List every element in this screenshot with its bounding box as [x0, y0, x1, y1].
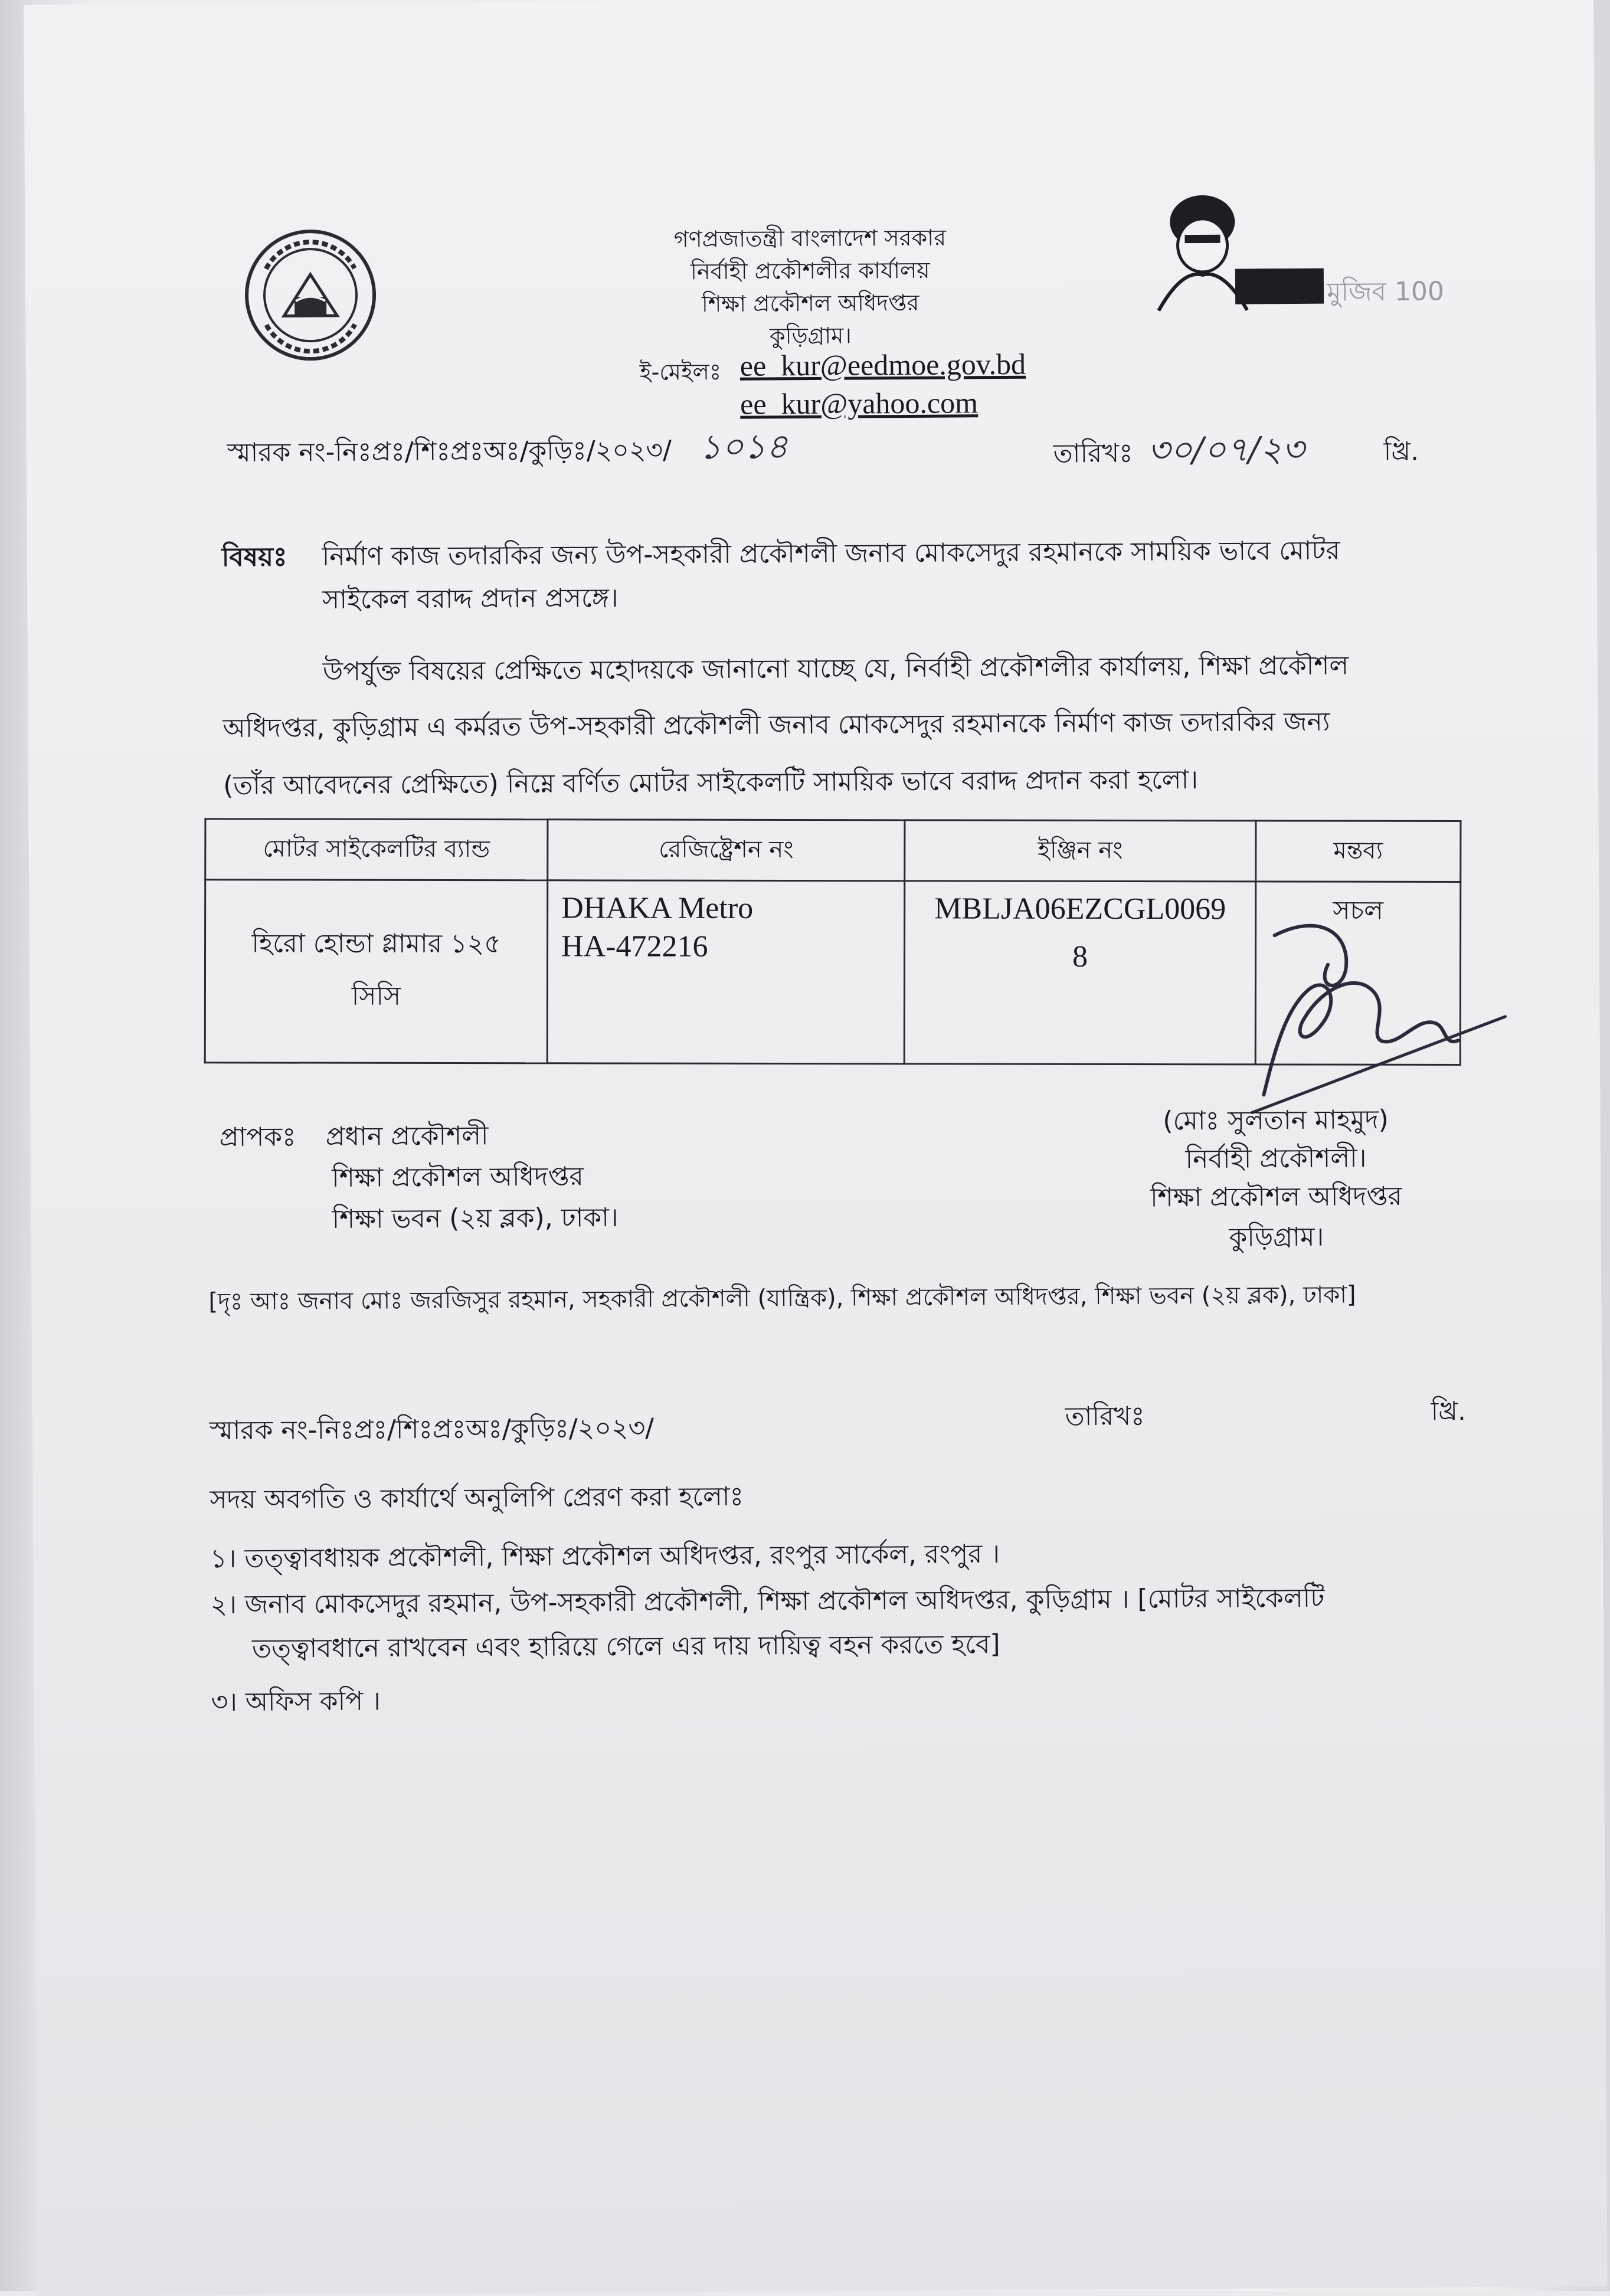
copy-item-1: ১। তত্ত্বাবধায়ক প্রকৌশলী, শিক্ষা প্রকৌশল অধিদপ্তর, রংপুর সার্কেল, রংপুর ।	[210, 1539, 1000, 1574]
email-label: ই-মেইলঃ	[639, 358, 722, 385]
table-header-brand: মোটর সাইকেলটির ব্যান্ড	[205, 819, 548, 880]
copy-memo-number: স্মারক নং-নিঃপ্রঃ/শিঃপ্রঃঅঃ/কুড়িঃ/২০২৩/	[209, 1413, 655, 1446]
cell-registration	[547, 880, 905, 1064]
subject-line-1: নির্মাণ কাজ তদারকির জন্য উপ-সহকারী প্রকৌশলী জনাব মোকসেদুর রহমানকে সাময়িক ভাবে মোটর	[322, 535, 1340, 572]
engine-line-2: 8	[1072, 939, 1088, 974]
body-line-1: উপর্যুক্ত বিষয়ের প্রেক্ষিতে মহোদয়কে জানানো যাচ্ছে যে, নির্বাহী প্রকৌশলীর কার্যালয়, শিক্ষা প্রকৌশল	[322, 650, 1349, 687]
recipient-line-3: শিক্ষা ভবন (২য় ব্লক), ঢাকা।	[332, 1203, 619, 1234]
signatory-department: শিক্ষা প্রকৌশল অধিদপ্তর	[1150, 1181, 1402, 1213]
cell-brand	[205, 880, 548, 1063]
copy-date-label: তারিখঃ	[1065, 1401, 1145, 1432]
copy-date-era: খ্রি.	[1431, 1396, 1467, 1427]
engine-line-1: MBLJA06EZCGL0069	[934, 892, 1226, 926]
date-era: খ্রি.	[1383, 436, 1419, 467]
cell-engine	[904, 881, 1256, 1065]
brand-line-1: হিরো হোন্ডা গ্লামার ১২৫	[251, 928, 501, 959]
signature-mark	[1239, 899, 1511, 1125]
header-department: শিক্ষা প্রকৌশল অধিদপ্তর	[701, 289, 919, 317]
remarks-value: সচল	[1333, 895, 1384, 926]
header-office: নির্বাহী প্রকৌশলীর কার্যালয়	[690, 257, 930, 285]
table-header-remarks: মন্তব্য	[1256, 821, 1461, 882]
body-line-2: অধিদপ্তর, কুড়িগ্রাম এ কর্মরত উপ-সহকারী প্রকৌশলী জনাব মোকসেদুর রহমানকে নির্মাণ কাজ তদারকির জন্য	[222, 706, 1330, 744]
signatory-title: নির্বাহী প্রকৌশলী।	[1185, 1143, 1367, 1175]
table-header-row	[205, 819, 1461, 882]
date-value-handwritten: ৩০/০৭/২৩	[1147, 428, 1305, 470]
registration-line-1: DHAKA Metro	[561, 891, 754, 925]
registration-line-2: HA-472216	[561, 929, 708, 964]
email-primary-link[interactable]: ee_kur@eedmoe.gov.bd	[739, 347, 1026, 382]
memo-number-handwritten: ১০১৪	[699, 426, 788, 467]
recipient-label: প্রাপকঃ	[219, 1122, 296, 1153]
header-city: কুড়িগ্রাম।	[769, 322, 852, 349]
copy-item-3: ৩। অফিস কপি ।	[211, 1686, 381, 1718]
table-header-engine: ইঞ্জিন নং	[905, 820, 1256, 882]
copy-item-2-continued: তত্ত্বাবধানে রাখবেন এবং হারিয়ে গেলে এর দায় দায়িত্ব বহন করতে হবে]	[251, 1629, 1000, 1664]
mujib-100-logo	[1146, 179, 1445, 316]
signatory-city: কুড়িগ্রাম।	[1229, 1221, 1324, 1253]
recipient-line-1: প্রধান প্রকৌশলী	[325, 1121, 489, 1152]
subject-line-2: সাইকেল বরাদ্দ প্রদান প্রসঙ্গে।	[322, 582, 619, 615]
date-label: তারিখঃ	[1053, 438, 1133, 469]
memo-number-prefix: স্মারক নং-নিঃপ্রঃ/শিঃপ্রঃঅঃ/কুড়িঃ/২০২৩/	[227, 435, 672, 469]
header-government: গণপ্রজাতন্ত্রী বাংলাদেশ সরকার	[673, 224, 947, 253]
department-seal-logo	[242, 227, 378, 363]
subject-label: বিষয়ঃ	[221, 542, 287, 573]
mujib-logo-text: মুজিব 100	[1326, 276, 1445, 307]
attention-note: [দৃঃ আঃ জনাব মোঃ জরজিসুর রহমান, সহকারী প্রকৌশলী (যান্ত্রিক), শিক্ষা প্রকৌশল অধিদপ্তর, শিক্ষা ভবন (২য় ব্লক), ঢাকা]	[208, 1281, 1356, 1316]
recipient-line-2: শিক্ষা প্রকৌশল অধিদপ্তর	[332, 1161, 584, 1193]
copy-item-2: ২। জনাব মোকসেদুর রহমান, উপ-সহকারী প্রকৌশলী, শিক্ষা প্রকৌশল অধিদপ্তর, কুড়িগ্রাম । [মোটর সাইকেলটি	[210, 1583, 1325, 1620]
email-secondary-link[interactable]: ee_kur@yahoo.com	[740, 386, 979, 421]
copy-intro: সদয় অবগতি ও কার্যার্থে অনুলিপি প্রেরণ করা হলোঃ	[210, 1481, 744, 1515]
body-line-3: (তাঁর আবেদনের প্রেক্ষিতে) নিম্নে বর্ণিত মোটর সাইকেলটি সাময়িক ভাবে বরাদ্দ প্রদান করা হলো।	[222, 764, 1199, 801]
letter-page	[24, 0, 1608, 2296]
signatory-name: (মোঃ সুলতান মাহমুদ)	[1163, 1105, 1389, 1136]
table-header-registration: রেজিষ্ট্রেশন নং	[548, 820, 905, 881]
brand-line-2: সিসি	[351, 981, 401, 1011]
